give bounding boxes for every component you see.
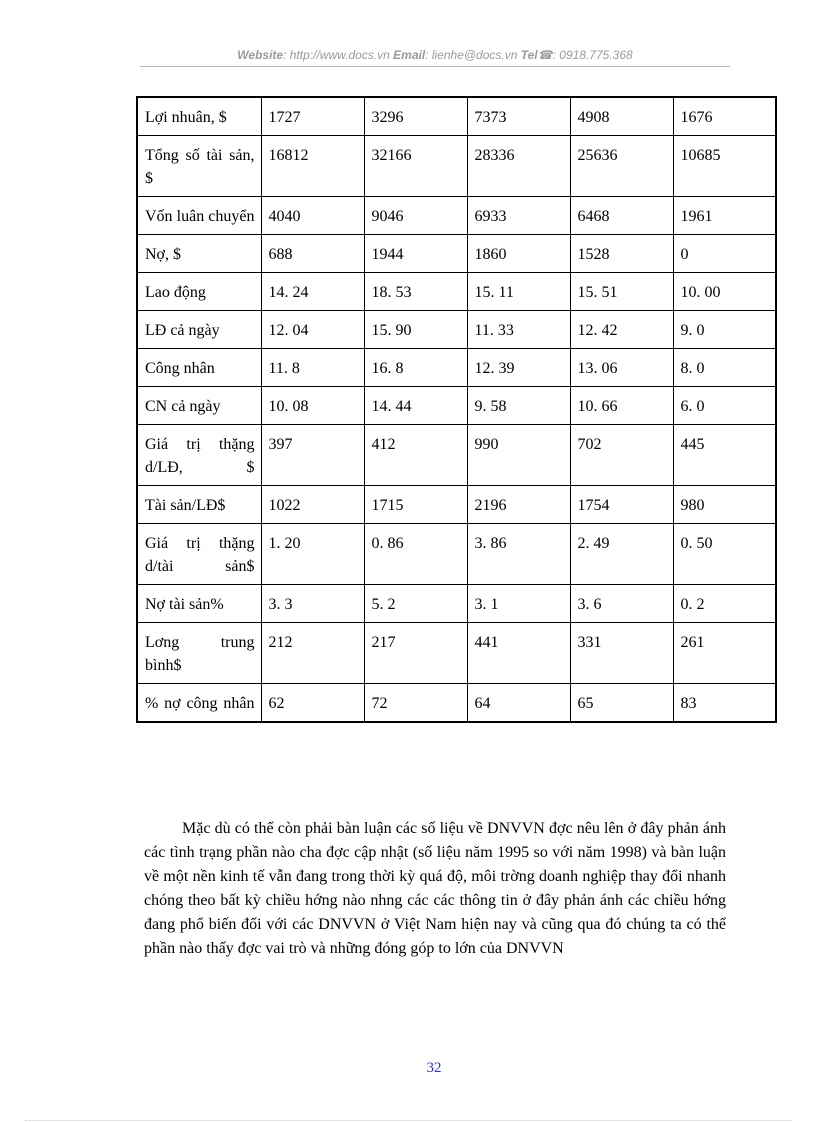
row-label: Lợi nhuân, $ — [137, 97, 261, 136]
table-cell: 3. 86 — [467, 524, 570, 585]
table-cell: 1961 — [673, 197, 776, 235]
table-cell: 0. 2 — [673, 585, 776, 623]
row-label: Giá trị thặng d/LĐ, $ — [137, 425, 261, 486]
table-cell: 12. 04 — [261, 311, 364, 349]
table-cell: 1727 — [261, 97, 364, 136]
table-cell: 1754 — [570, 486, 673, 524]
table-cell: 1715 — [364, 486, 467, 524]
table-cell: 5. 2 — [364, 585, 467, 623]
table-cell: 217 — [364, 623, 467, 684]
table-cell: 4040 — [261, 197, 364, 235]
table-cell: 9046 — [364, 197, 467, 235]
row-label: Nợ, $ — [137, 235, 261, 273]
table-cell: 212 — [261, 623, 364, 684]
table-cell: 3. 1 — [467, 585, 570, 623]
table-cell: 1944 — [364, 235, 467, 273]
table-row — [137, 585, 776, 623]
table-cell: 25636 — [570, 136, 673, 197]
website-label: Website — [237, 48, 284, 62]
table-cell: 2. 49 — [570, 524, 673, 585]
table-cell: 397 — [261, 425, 364, 486]
row-label: % nợ công nhân — [137, 684, 261, 723]
table-cell: 9. 0 — [673, 311, 776, 349]
table-cell: 72 — [364, 684, 467, 723]
table-cell: 13. 06 — [570, 349, 673, 387]
table-cell: 11. 8 — [261, 349, 364, 387]
table-cell: 2196 — [467, 486, 570, 524]
header-divider — [140, 66, 730, 67]
table-cell: 1676 — [673, 97, 776, 136]
table-cell: 10. 08 — [261, 387, 364, 425]
table-cell: 14. 24 — [261, 273, 364, 311]
table-cell: 14. 44 — [364, 387, 467, 425]
table-cell: 10. 00 — [673, 273, 776, 311]
table-row — [137, 97, 776, 136]
table-cell: 980 — [673, 486, 776, 524]
page-header — [140, 48, 730, 62]
tel-label: Tel — [520, 48, 538, 62]
body-paragraph: Mặc dù có thể còn phải bàn luận các số liệu về DNVVN đợc nêu lên ở đây phản ánh các tình trạng phần nào cha đợc cập nhật (số liệu năm 1995 so với năm 1998) và bàn luận về một nền kinh tế vẫn đang trong thời kỳ quá độ, môi trờng doanh nghiệp thay đổi nhanh chóng theo bất kỳ chiều hớng nào nhng các các thông tin ở đây phản ánh các chiều hớng đang phổ biến đối với các DNVVN ở Việt Nam hiện nay và cũng qua đó chúng ta có thể phần nào thấy đợc vai trò và những đóng góp to lớn của DNVVN — [144, 820, 726, 957]
row-label: Vốn luân chuyển — [137, 197, 261, 235]
phone-icon: ☎ — [537, 48, 553, 62]
table-cell: 10. 66 — [570, 387, 673, 425]
table-cell: 15. 11 — [467, 273, 570, 311]
table-row — [137, 197, 776, 235]
table-cell: 1860 — [467, 235, 570, 273]
footer-divider — [25, 1120, 791, 1121]
email-value: : lienhe@docs.vn — [425, 48, 518, 62]
table-cell: 15. 51 — [570, 273, 673, 311]
table-cell: 83 — [673, 684, 776, 723]
table-cell: 6. 0 — [673, 387, 776, 425]
row-label: Công nhân — [137, 349, 261, 387]
table-cell: 62 — [261, 684, 364, 723]
table-cell: 16812 — [261, 136, 364, 197]
row-label: Lao động — [137, 273, 261, 311]
row-label: Giá trị thặng d/tài sản$ — [137, 524, 261, 585]
table-cell: 3. 3 — [261, 585, 364, 623]
table-cell: 6468 — [570, 197, 673, 235]
table-cell: 1528 — [570, 235, 673, 273]
table-cell: 0 — [673, 235, 776, 273]
table-cell: 331 — [570, 623, 673, 684]
row-label: CN cả ngày — [137, 387, 261, 425]
table-cell: 65 — [570, 684, 673, 723]
table-row — [137, 387, 776, 425]
website-value: : http://www.docs.vn — [283, 48, 390, 62]
table-cell: 445 — [673, 425, 776, 486]
table-cell: 0. 86 — [364, 524, 467, 585]
table-cell: 261 — [673, 623, 776, 684]
table-row — [137, 684, 776, 723]
statistics-table — [136, 96, 777, 723]
table-cell: 990 — [467, 425, 570, 486]
table-row — [137, 425, 776, 486]
page-number: 32 — [426, 1060, 442, 1076]
table-cell: 12. 39 — [467, 349, 570, 387]
table-cell: 3. 6 — [570, 585, 673, 623]
table-row — [137, 311, 776, 349]
table-cell: 4908 — [570, 97, 673, 136]
row-label: Tài sản/LĐ$ — [137, 486, 261, 524]
table-row — [137, 349, 776, 387]
table-body — [137, 97, 776, 722]
row-label: Tổng số tài sản, $ — [137, 136, 261, 197]
table-cell: 28336 — [467, 136, 570, 197]
table-cell: 8. 0 — [673, 349, 776, 387]
table-cell: 6933 — [467, 197, 570, 235]
table-cell: 18. 53 — [364, 273, 467, 311]
table-row — [137, 235, 776, 273]
table-cell: 7373 — [467, 97, 570, 136]
table-cell: 688 — [261, 235, 364, 273]
table-cell: 15. 90 — [364, 311, 467, 349]
row-label: Nợ tài sản% — [137, 585, 261, 623]
table-cell: 9. 58 — [467, 387, 570, 425]
table-cell: 441 — [467, 623, 570, 684]
table-cell: 1. 20 — [261, 524, 364, 585]
tel-value: : 0918.775.368 — [552, 48, 633, 62]
table-cell: 12. 42 — [570, 311, 673, 349]
table-row — [137, 486, 776, 524]
table-cell: 702 — [570, 425, 673, 486]
table-row — [137, 524, 776, 585]
row-label: Lơng trung bình$ — [137, 623, 261, 684]
table-row — [137, 136, 776, 197]
table-cell: 32166 — [364, 136, 467, 197]
table-row — [137, 623, 776, 684]
row-label: LĐ cả ngày — [137, 311, 261, 349]
table-cell: 1022 — [261, 486, 364, 524]
table-cell: 3296 — [364, 97, 467, 136]
table-cell: 16. 8 — [364, 349, 467, 387]
table-row — [137, 273, 776, 311]
table-cell: 0. 50 — [673, 524, 776, 585]
table-cell: 64 — [467, 684, 570, 723]
email-label: Email — [393, 48, 426, 62]
table-cell: 10685 — [673, 136, 776, 197]
table-cell: 412 — [364, 425, 467, 486]
table-cell: 11. 33 — [467, 311, 570, 349]
